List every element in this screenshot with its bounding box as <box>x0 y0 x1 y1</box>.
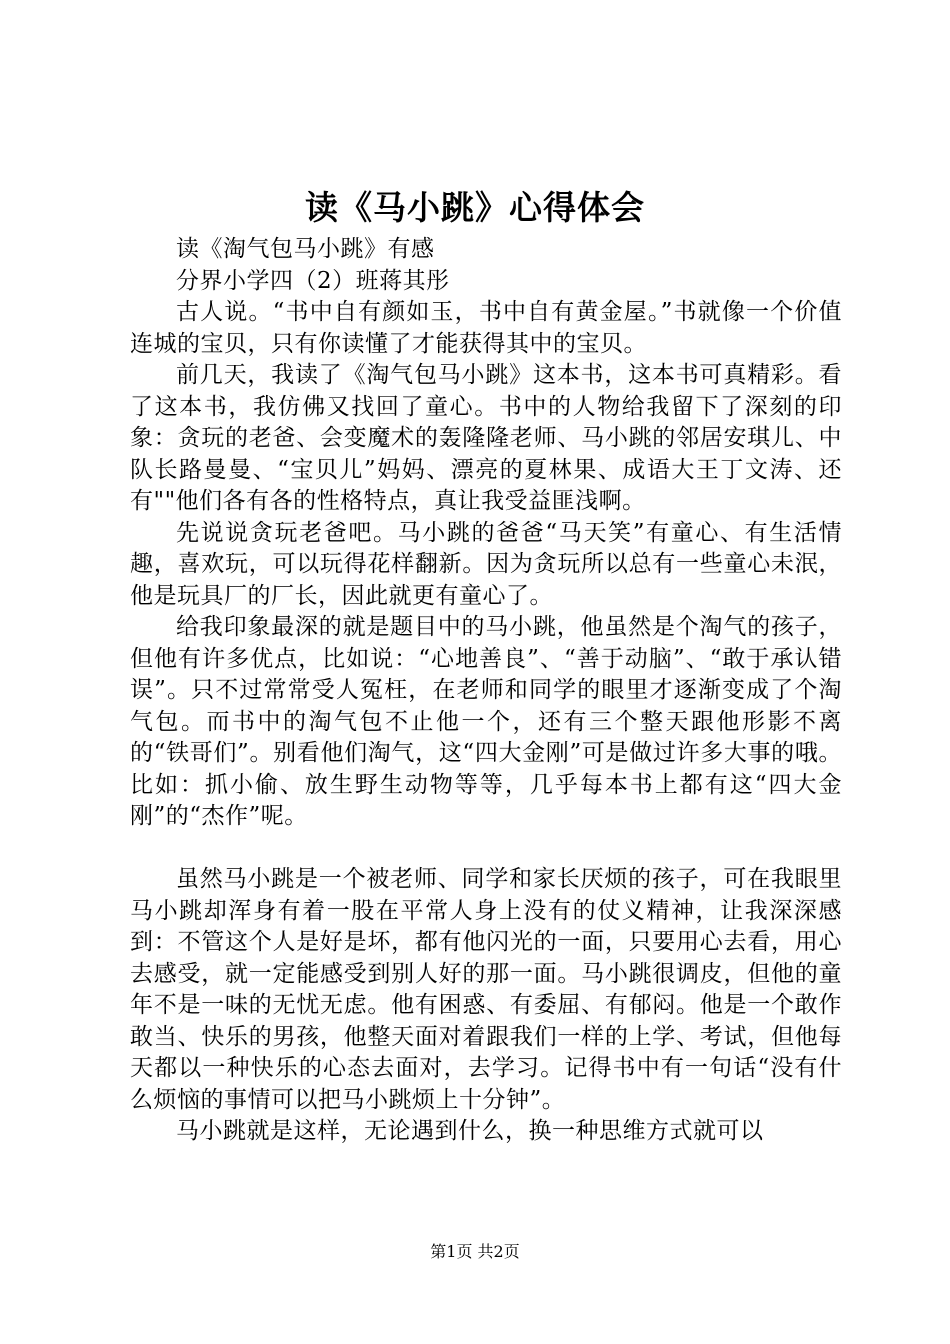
body-paragraph: 古人说。“书中自有颜如玉，书中自有黄金屋。”书就像一个价值连城的宝贝，只有你读懂了才能获得其中的宝贝。 <box>130 299 842 357</box>
body-paragraph: 给我印象最深的就是题目中的马小跳，他虽然是个淘气的孩子，但他有许多优点，比如说：“心地善良”、“善于动脑”、“敢于承认错误”。只不过常常受人冤枉，在老师和同学的眼里才逐渐变成了个淘气包。而书中的淘气包不止他一个，还有三个整天跟他形影不离的“铁哥们”。别看他们淘气，这“四大金刚”可是做过许多大事的哦。比如：抓小偷、放生野生动物等等，几乎每本书上都有这“四大金刚”的“杰作”呢。 <box>130 614 842 829</box>
subtitle-line: 读《淘气包马小跳》有感 <box>176 236 435 262</box>
body-paragraph: 前几天，我读了《淘气包马小跳》这本书，这本书可真精彩。看了这本书，我仿佛又找回了童心。书中的人物给我留下了深刻的印象：贪玩的老爸、会变魔术的轰隆隆老师、马小跳的邻居安琪儿、中队长路曼曼、“宝贝儿”妈妈、漂亮的夏林果、成语大王丁文涛、还有""他们各有各的性格特点，真让我受益匪浅啊。 <box>130 362 842 514</box>
body-paragraph: 马小跳就是这样，无论遇到什么，换一种思维方式就可以 <box>176 1118 764 1144</box>
page-footer: 第1页 共2页 <box>430 1242 520 1261</box>
author-line: 分界小学四（2）班蒋其彤 <box>176 267 450 294</box>
body-paragraph: 先说说贪玩老爸吧。马小跳的爸爸“马天笑”有童心、有生活情趣，喜欢玩，可以玩得花样翻新。因为贪玩所以总有一些童心未泯，他是玩具厂的厂长，因此就更有童心了。 <box>130 519 842 609</box>
body-paragraph: 虽然马小跳是一个被老师、同学和家长厌烦的孩子，可在我眼里马小跳却浑身有着一股在平常人身上没有的仗义精神，让我深深感到：不管这个人是好是坏，都有他闪光的一面，只要用心去看，用心去感受，就一定能感受到别人好的那一面。马小跳很调皮，但他的童年不是一味的无忧无虑。他有困惑、有委屈、有郁闷。他是一个敢作敢当、快乐的男孩，他整天面对着跟我们一样的上学、考试，但他每天都以一种快乐的心态去面对，去学习。记得书中有一句话“没有什么烦恼的事情可以把马小跳烦上十分钟”。 <box>130 866 842 1113</box>
document-body <box>130 234 842 1148</box>
document-title: 读《马小跳》心得体会 <box>305 188 645 227</box>
